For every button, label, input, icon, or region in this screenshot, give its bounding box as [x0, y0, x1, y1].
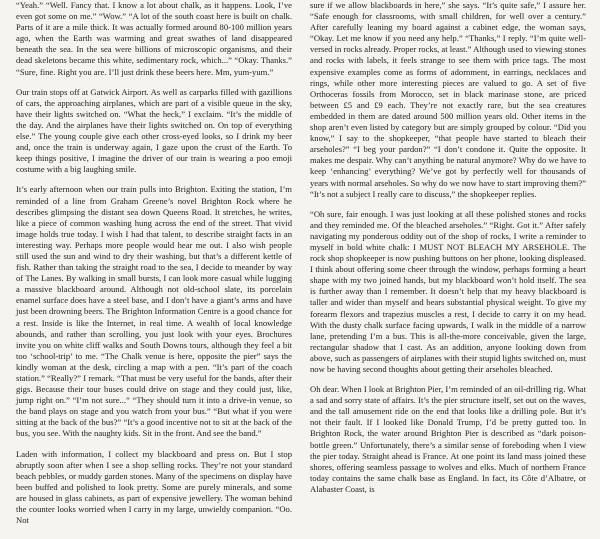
paragraph: It’s early afternoon when our train pulls into Brighton. Exiting the station, I’m reminded of a line from Graham Greene’s novel Brighton Rock where he describes glimpsing the distant sea down Queens Road. It stretches, he writes, like a piece of common washing hung across the end of the street. That vivid image holds true today. I wish I had that talent, to describe straight facts in an interesting way. Perhaps more people would hear me out. I also wish people still used the sun and wind to dry their washing, but that’s a different kettle of fish. Rather than taking the straight road to the sea, I decide to meander by way of The Lanes. By walking in small bursts, I can look more casual while lugging a massive blackboard around. Although not old-school slate, its porcelain enamel surface does have a steel base, and I don’t have a giant’s arms and have just been drowning beers. The Brighton Information Centre is a good chance for a rest. Inside is like the Internet, in real time. A wealth of local knowledge abounds, and rather than scrolling, you just look with your eyes. Brochures invite you on white cliff walks and South Downs tours, although they feel a bit too ‘school-trip’ to me. “The Chalk venue is here, opposite the pier” says the kindly woman at the desk, circling a map with a pen. “It’s part of the coach station.” “Really?” I remark. “That must be very useful for the bands, after their gigs. Because their tour buses could drive on stage and they could just, like, jump right on.” “I’m not sure...” “They should turn it into a drive-in venue, so the band plays on stage and you watch from your bus.” “But what if you were sitting at the back of the bus?” “It’s a good incentive not to sit at the back of the bus, you see. With the naughty kids. Sit in the front. And see the band.” — [16, 184, 292, 439]
paragraph: “Yeah.” “Well. Fancy that. I know a lot about chalk, as it happens. Look, I’ve even got some on me.” “Wow.” “A lot of the south coast here is built on chalk. Parts of it are a mile thick. It was actually formed around 80-100 million years ago, when the Earth was warming and great swathes of land disappeared beneath the sea. In the sea were billions of microscopic organisms, and their dead skeletons became this white, sedimentary rock, which...” “Okay. Thanks.” “Sure, fine. Right you are. I’ll just drink these beers here. Mm, yum-yum.” — [16, 0, 292, 77]
left-page-column — [16, 0, 292, 539]
paragraph: Laden with information, I collect my blackboard and press on. But I stop abruptly soon after when I see a shop selling rocks. They’re not your standard beach pebbles, or muddy garden stones. Many of the specimens on display have been buffed and polished to look pretty. Some are purely minerals, and some are housed in glass cabinets, as part of expensive jewellery. The woman behind the counter looks worried when I carry in my large, unwieldy companion. “Oo. Not — [16, 448, 292, 526]
paragraph: sure if we allow blackboards in here,” she says. “It’s quite safe,” I assure her. “Safe enough for classrooms, with small children, for well over a century.” After carefully leaning my board against a cabinet edge, the woman says, “Okay. Let me know if you need any help.” “Thanks,” I reply. “I’m quite well-versed in rocks already. Proper rocks, at least.” Although used to viewing stones and rocks with labels, it feels strange to see them with price tags. The most expensive examples come as forms of adornment, in earrings, necklaces and rings, while other more interesting pieces are valued to go. A set of five Orthoceras fossils from Morocco, set in black marinase stone, are priced between £5 and £9 each. They’re not exactly rare, but the sea creatures embedded in them are dated around 500 million years old. Other items in the shop aren’t even listed by category but are simply grouped by colour. “Did you know,” I say to the shopkeeper, “that people have started to bleach their arseholes?” “I beg your pardon?” “I don’t condone it. Quite the opposite. It makes me despair. Why can’t anything be natural anymore? Why do we have to keep ‘enhancing’ everything? We’ve got by perfectly well for thousands of years with normal arseholes. So why do we now have to start improving them?” “It’s not a subject I really care to discuss,” the shopkeeper replies. — [310, 0, 586, 199]
paragraph: Oh dear. When I look at Brighton Pier, I’m reminded of an oil-drilling rig. What a sad and sorry state of affairs. It’s the pier structure itself, set out on the waves, and the tall amusement ride on the end that looks like a drilling pole. But it’s not their fault. If I looked like Donald Trump, I’d be pretty gutted too. In Brighton Rock, the water around Brighton Pier is described as “dark poison-bottle green.” Unfortunately, there’s a similar sense of foreboding when I view the pier today. Straight ahead is France. At one point its land mass joined these shores, offering seamless passage to wolves and elks. Much of northern France today contains the same chalk base as England. In fact, its Côte d’Albatre, or Alabaster Coast, is — [310, 384, 586, 494]
right-page-column — [310, 0, 586, 539]
paragraph: “Oh sure, fair enough. I was just looking at all these polished stones and rocks and they reminded me. Of the bleached arseholes.” “Right. Got it.” After safely navigating my ponderous oddity out of the shop of rocks, I write a reminder to myself in bold white chalk: I MUST NOT BLEACH MY ARSEHOLE. The rock shop shopkeeper is now pushing buttons on her phone, looking displeased. I think about offering some cheer through the window, perhaps forming a heart shape with my two joined hands, but my blackboard won’t hold itself. The sea is further away than I remember. It doesn’t help that my heavy blackboard is taller and wider than myself and bears substantial physical weight. To give my forearm flexors and trapezius muscles a rest, I decide to carry it on my head. With the dusty chalk surface facing upwards, I walk in the middle of a narrow lane, pretending I’m a bus. This is all-the-more conceivable, given the large, rectangular shadow that I cast. As an addition, anyone looking down from above, such as passengers of airplanes with their stupid lights switched on, must now be having second thoughts about getting their arseholes bleached. — [310, 208, 586, 374]
paragraph: Our train stops off at Gatwick Airport. As well as carparks filled with gazillions of cars, the approaching airplanes, which are part of a visible queue in the sky, have their lights switched on. “What the heck,” I exclaim. “It’s the middle of the day. And the airplanes have their lights switched on. On top of everything else.” The young couple give each other cross-eyed looks, so I drink my beer and, once the train is underway again, I gaze upon the crust of the Earth. To keep things positive, I imagine the driver of our train is wearing a poo emoji costume with a big laughing smile. — [16, 86, 292, 175]
